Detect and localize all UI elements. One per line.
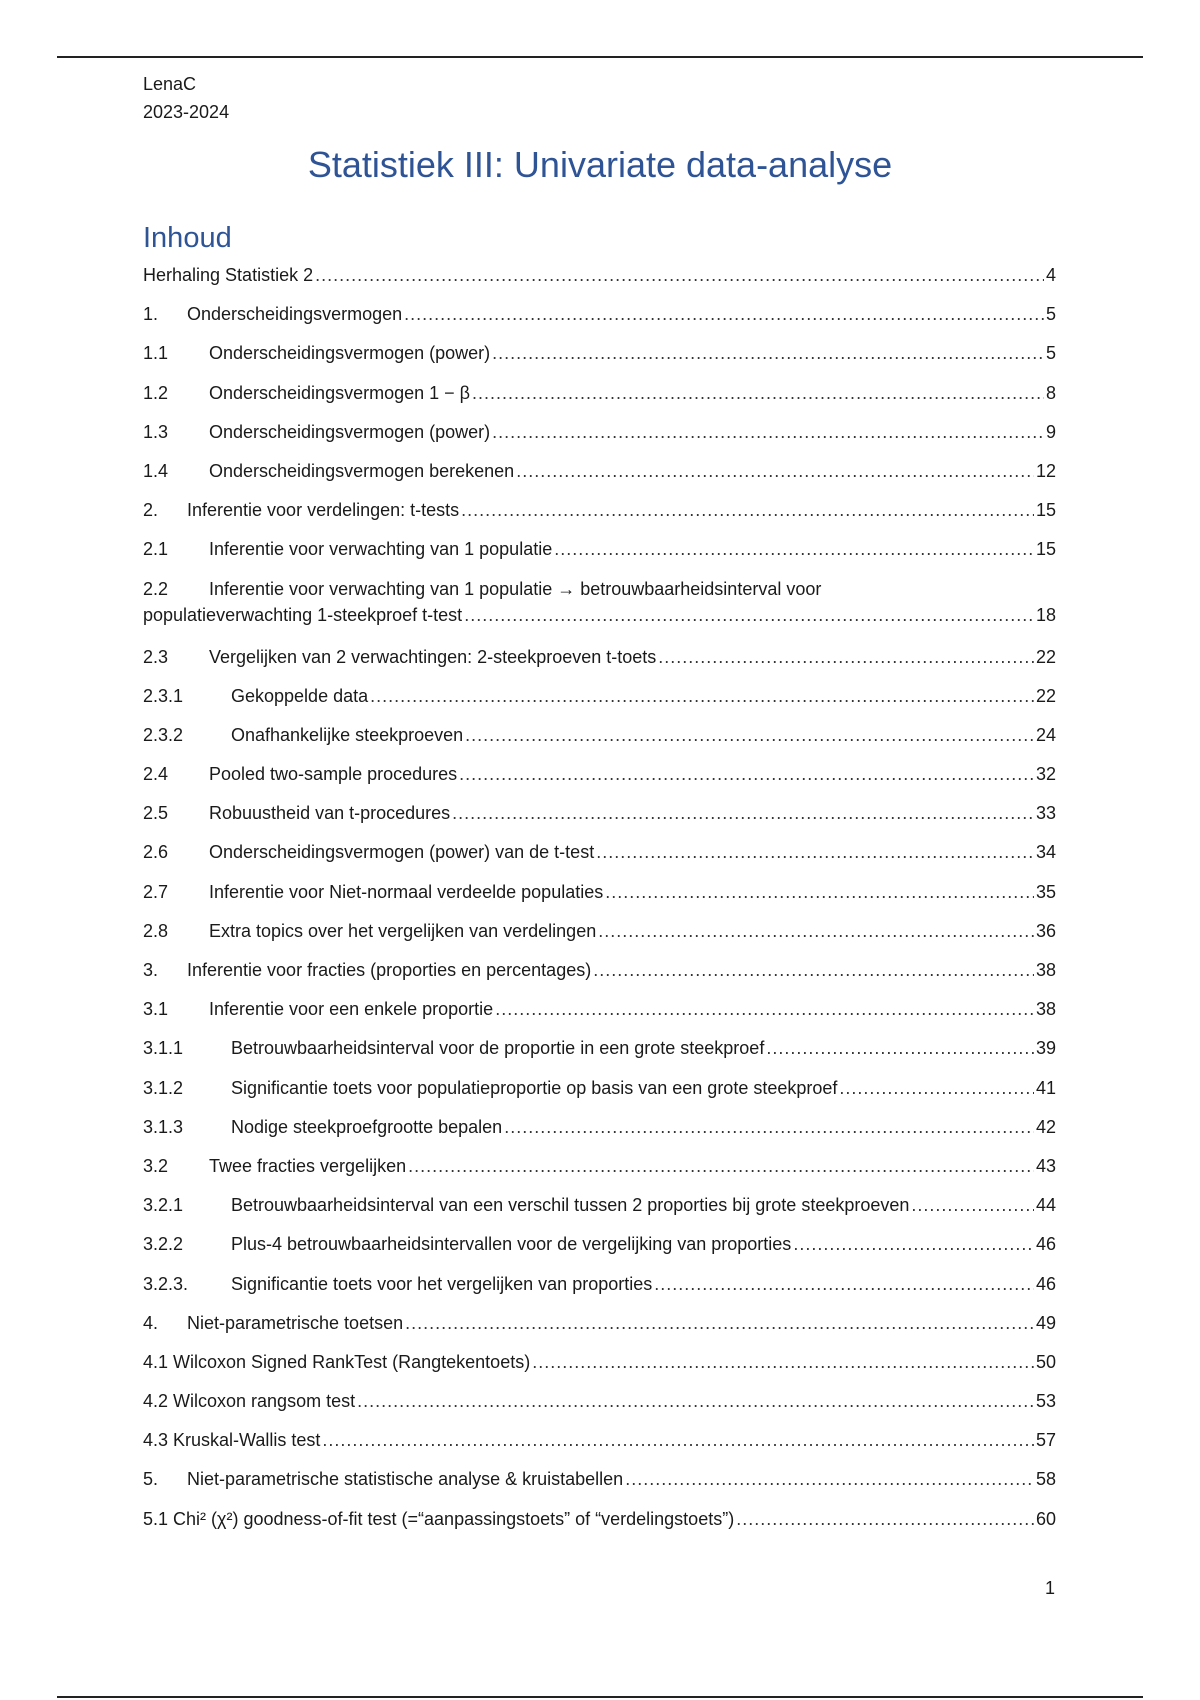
toc-entry-label-continued: populatieverwachting 1-steekproef t-test (143, 604, 463, 625)
toc-entry[interactable] (143, 683, 1056, 722)
toc-entry-leader (658, 644, 1034, 670)
toc-entry-page: 32 (1035, 764, 1056, 785)
toc-entry-leader (625, 1466, 1034, 1492)
toc-entry-page: 53 (1035, 1391, 1056, 1412)
toc-entry-number: 1.4 (143, 460, 169, 481)
toc-entry-label: 4.3 Kruskal-Wallis test (143, 1430, 321, 1451)
toc-entry[interactable] (143, 301, 1056, 340)
toc-entry[interactable] (143, 918, 1056, 957)
toc-entry-page: 24 (1035, 724, 1056, 745)
toc-entry-label: Twee fracties vergelijken (209, 1155, 407, 1176)
toc-entry-leader (465, 722, 1034, 748)
toc-entry-label: Herhaling Statistiek 2 (143, 265, 314, 285)
toc-entry-page: 15 (1035, 500, 1056, 521)
toc-entry-number: 3.1 (143, 999, 169, 1020)
toc-entry-label: Robuustheid van t-procedures (209, 803, 451, 824)
page-number: 1 (1044, 1578, 1055, 1598)
toc-entry-number: 1. (143, 304, 159, 325)
toc-entry[interactable] (143, 497, 1056, 536)
toc-entry-number: 2.3.2 (143, 724, 184, 745)
toc-entry-label: Niet-parametrische toetsen (187, 1312, 404, 1333)
toc-entry-leader (554, 536, 1034, 562)
toc-entry-page: 46 (1035, 1234, 1056, 1255)
toc-entry-label: Pooled two-sample procedures (209, 764, 458, 785)
toc-entry-label: Betrouwbaarheidsinterval voor de proportie in een grote steekproef (231, 1038, 765, 1059)
toc-entry-leader (472, 380, 1044, 406)
toc-entry-label: 4.2 Wilcoxon rangsom test (143, 1391, 356, 1412)
toc-entry-leader (461, 497, 1034, 523)
toc-entry-page: 5 (1045, 343, 1056, 364)
toc-entry-page: 60 (1035, 1508, 1056, 1529)
toc-entry-number: 1.1 (143, 343, 169, 364)
toc-entry-label: Onderscheidingsvermogen 1 − β (209, 382, 470, 403)
toc-entry-leader (532, 1349, 1034, 1375)
toc-entry-page: 4 (1045, 265, 1056, 285)
toc-entry-number: 2.8 (143, 920, 169, 941)
toc-entry-page: 8 (1045, 382, 1056, 403)
toc-entry-number: 3.2.3. (143, 1273, 189, 1294)
toc-entry-label: Gekoppelde data (231, 685, 369, 706)
toc-entry-leader (504, 1114, 1034, 1140)
author-name: LenaC (143, 74, 197, 94)
toc-entry-number: 2.5 (143, 803, 169, 824)
toc-entry-page: 41 (1035, 1077, 1056, 1098)
toc-entry-number: 3.1.2 (143, 1077, 184, 1098)
toc-entry[interactable] (143, 1388, 1056, 1427)
toc-entry-label: Onderscheidingsvermogen (power) van de t-test (209, 842, 595, 863)
toc-entry-page: 38 (1035, 999, 1056, 1020)
toc-entry-label: Inferentie voor een enkele proportie (209, 999, 494, 1020)
toc-entry-leader (464, 602, 1034, 628)
toc-entry[interactable] (143, 1075, 1056, 1114)
toc-entry-page: 43 (1035, 1155, 1056, 1176)
toc-entry-page: 18 (1035, 604, 1056, 625)
toc-entry-label: Onafhankelijke steekproeven (231, 724, 464, 745)
toc-entry-label: Inferentie voor verwachting van 1 populatie (209, 539, 553, 560)
toc-entry[interactable] (143, 1466, 1056, 1505)
toc-entry-leader (315, 262, 1044, 288)
toc-entry-label: Significantie toets voor populatieproportie op basis van een grote steekproef (231, 1077, 838, 1098)
toc-entry-number: 3.2 (143, 1155, 169, 1176)
toc-entry-leader (911, 1192, 1034, 1218)
top-rule (57, 56, 1143, 58)
toc-entry-leader (598, 918, 1034, 944)
toc-entry-leader (459, 761, 1034, 787)
toc-entry[interactable] (143, 380, 1056, 419)
toc-entry-label: Niet-parametrische statistische analyse & kruistabellen (187, 1469, 624, 1490)
toc-entry-page: 50 (1035, 1351, 1056, 1372)
toc-entry[interactable] (143, 957, 1056, 996)
toc-entry-leader (408, 1153, 1034, 1179)
toc-entry[interactable] (143, 1349, 1056, 1388)
toc-entry-page: 46 (1035, 1273, 1056, 1294)
toc-entry-label: Onderscheidingsvermogen (power) (209, 343, 491, 364)
toc-entry-leader (495, 996, 1034, 1022)
toc-entry[interactable] (143, 1192, 1056, 1231)
toc-entry-label: Onderscheidingsvermogen berekenen (209, 460, 515, 481)
toc-entry-label: 5.1 Chi² (χ²) goodness-of-fit test (=“aanpassingstoets” of “verdelingstoets”) (143, 1508, 735, 1529)
toc-entry[interactable] (143, 1427, 1056, 1466)
toc-entry-number: 2.7 (143, 881, 169, 902)
toc-entry-page: 44 (1035, 1195, 1056, 1216)
toc-entry-label: Inferentie voor Niet-normaal verdeelde populaties (209, 881, 604, 902)
toc-entry-number: 2.4 (143, 764, 169, 785)
toc-entry-page: 22 (1035, 646, 1056, 667)
toc-entry[interactable] (143, 1035, 1056, 1074)
toc-entry[interactable] (143, 761, 1056, 800)
toc-entry-label: 4.1 Wilcoxon Signed RankTest (Rangtekentoets) (143, 1351, 531, 1372)
toc-entry[interactable] (143, 419, 1056, 458)
toc-entry-number: 1.2 (143, 382, 169, 403)
toc-entry[interactable] (143, 536, 1056, 575)
toc-entry-page: 5 (1045, 304, 1056, 325)
toc-entry-page: 33 (1035, 803, 1056, 824)
toc-entry-number: 5. (143, 1469, 159, 1490)
toc-entry-leader (492, 340, 1044, 366)
page-title: Statistiek III: Univariate data-analyse (307, 144, 893, 185)
toc-entry-leader (322, 1427, 1034, 1453)
toc-entry[interactable] (143, 1153, 1056, 1192)
toc-entry-number: 3.2.1 (143, 1195, 184, 1216)
toc-entry[interactable] (143, 1114, 1056, 1153)
toc-entry-number: 3.1.1 (143, 1038, 184, 1059)
toc-entry-number: 1.3 (143, 421, 169, 442)
toc-entry-page: 36 (1035, 920, 1056, 941)
toc-entry[interactable] (143, 800, 1056, 839)
bottom-rule (57, 1696, 1143, 1698)
toc-entry-page: 12 (1035, 460, 1056, 481)
toc-entry-page: 34 (1035, 842, 1056, 863)
toc-entry-label: Onderscheidingsvermogen (power) (209, 421, 491, 442)
toc-entry-label: Onderscheidingsvermogen (187, 304, 403, 325)
toc-entry-leader (766, 1035, 1034, 1061)
toc-heading: Inhoud (143, 222, 232, 254)
toc-entry-number: 4. (143, 1312, 159, 1333)
toc-entry[interactable] (143, 996, 1056, 1035)
toc-entry[interactable] (143, 262, 1056, 301)
toc-entry-page: 15 (1035, 539, 1056, 560)
toc-entry-leader (516, 458, 1034, 484)
toc-entry-leader (593, 957, 1034, 983)
toc-entry-leader (736, 1506, 1034, 1532)
toc-entry-leader (793, 1231, 1034, 1257)
toc-entry-label: Inferentie voor verwachting van 1 populatie → betrouwbaarheidsinterval voor (209, 578, 822, 599)
toc-entry-label: Inferentie voor verdelingen: t-tests (187, 500, 460, 521)
toc-entry-leader (452, 800, 1034, 826)
toc-entry-page: 35 (1035, 881, 1056, 902)
table-of-contents (143, 262, 1056, 1545)
academic-year: 2023-2024 (143, 102, 230, 122)
toc-entry-label: Plus-4 betrouwbaarheidsintervallen voor de vergelijking van proporties (231, 1234, 792, 1255)
toc-entry-leader (654, 1271, 1034, 1297)
toc-entry-page: 39 (1035, 1038, 1056, 1059)
toc-entry[interactable] (143, 340, 1056, 379)
toc-entry-label: Nodige steekproefgrootte bepalen (231, 1116, 503, 1137)
toc-entry[interactable] (143, 1310, 1056, 1349)
toc-entry[interactable] (143, 722, 1056, 761)
toc-entry-number: 2.1 (143, 539, 169, 560)
toc-entry-label: Betrouwbaarheidsinterval van een verschil tussen 2 proporties bij grote steekproeven (231, 1195, 910, 1216)
toc-entry[interactable] (143, 879, 1056, 918)
toc-entry-leader (492, 419, 1044, 445)
toc-entry-label: Vergelijken van 2 verwachtingen: 2-steekproeven t-toets (209, 646, 657, 667)
toc-entry-number: 3.1.3 (143, 1116, 184, 1137)
toc-entry[interactable] (143, 644, 1056, 683)
toc-entry-number: 2.3.1 (143, 685, 184, 706)
toc-entry-leader (405, 1310, 1034, 1336)
toc-entry[interactable] (143, 1271, 1056, 1310)
toc-entry-label: Extra topics over het vergelijken van verdelingen (209, 920, 597, 941)
toc-entry[interactable] (143, 576, 1056, 644)
toc-entry[interactable] (143, 1231, 1056, 1270)
toc-entry-number: 2.2 (143, 578, 169, 599)
toc-entry-leader (370, 683, 1034, 709)
toc-entry-page: 57 (1035, 1430, 1056, 1451)
toc-entry-number: 3.2.2 (143, 1234, 184, 1255)
toc-entry-number: 3. (143, 960, 159, 980)
toc-entry-number: 2.3 (143, 646, 169, 667)
toc-entry-page: 22 (1035, 685, 1056, 706)
toc-entry-page: 38 (1035, 960, 1056, 980)
toc-entry-label: Inferentie voor fracties (proporties en percentages) (187, 960, 592, 980)
toc-entry-leader (596, 839, 1034, 865)
toc-entry-number: 2.6 (143, 842, 169, 863)
toc-entry-label: Significantie toets voor het vergelijken van proporties (231, 1273, 653, 1294)
toc-entry-number: 2. (143, 500, 159, 521)
toc-entry-page: 42 (1035, 1116, 1056, 1137)
toc-entry-page: 49 (1035, 1312, 1056, 1333)
toc-entry-leader (839, 1075, 1034, 1101)
toc-entry-page: 58 (1035, 1469, 1056, 1490)
toc-entry[interactable] (143, 1506, 1056, 1545)
toc-entry-page: 9 (1045, 421, 1056, 442)
toc-entry[interactable] (143, 458, 1056, 497)
toc-entry-leader (404, 301, 1044, 327)
toc-entry-leader (605, 879, 1034, 905)
toc-entry-leader (357, 1388, 1034, 1414)
toc-entry[interactable] (143, 839, 1056, 878)
